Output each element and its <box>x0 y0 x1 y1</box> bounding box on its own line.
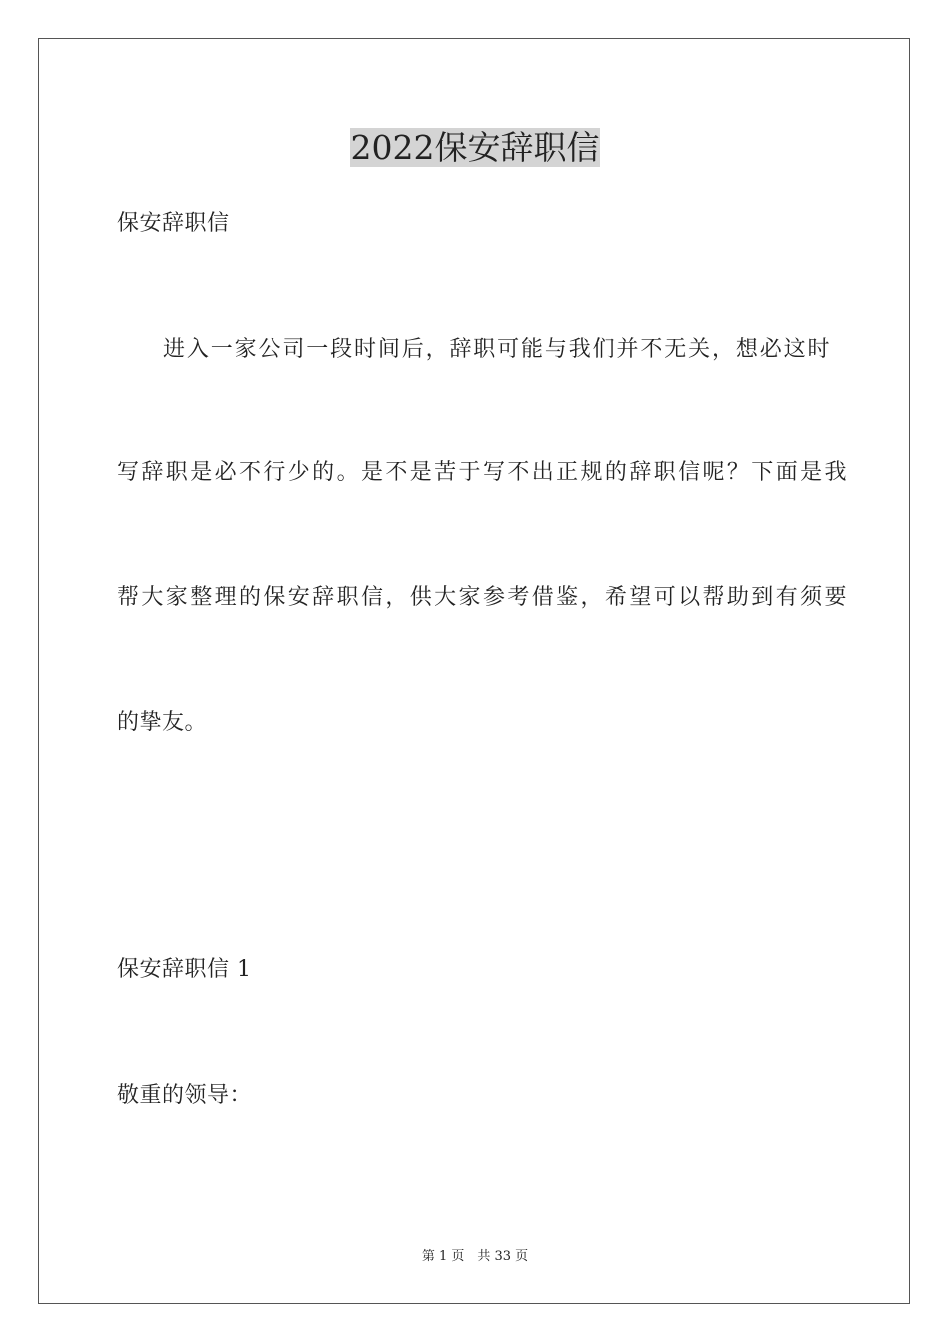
salutation: 敬重的领导： <box>117 1083 253 1108</box>
section-heading: 保安辞职信 1 <box>117 957 252 982</box>
document-title-text: 2022保安辞职信 <box>350 128 600 167</box>
intro-line-3: 帮大家整理的保安辞职信，供大家参考借鉴，希望可以帮助到有须要 <box>117 585 847 610</box>
intro-line-1: 进入一家公司一段时间后，辞职可能与我们并不无关，想必这时 <box>163 337 830 362</box>
intro-line-2: 写辞职是必不行少的。是不是苦于写不出正规的辞职信呢？下面是我 <box>117 460 847 485</box>
intro-line-4: 的挚友。 <box>117 710 208 735</box>
document-subtitle: 保安辞职信 <box>117 211 230 236</box>
page-footer: 第 1 页 共 33 页 <box>421 1249 529 1264</box>
document-title <box>0 128 950 168</box>
